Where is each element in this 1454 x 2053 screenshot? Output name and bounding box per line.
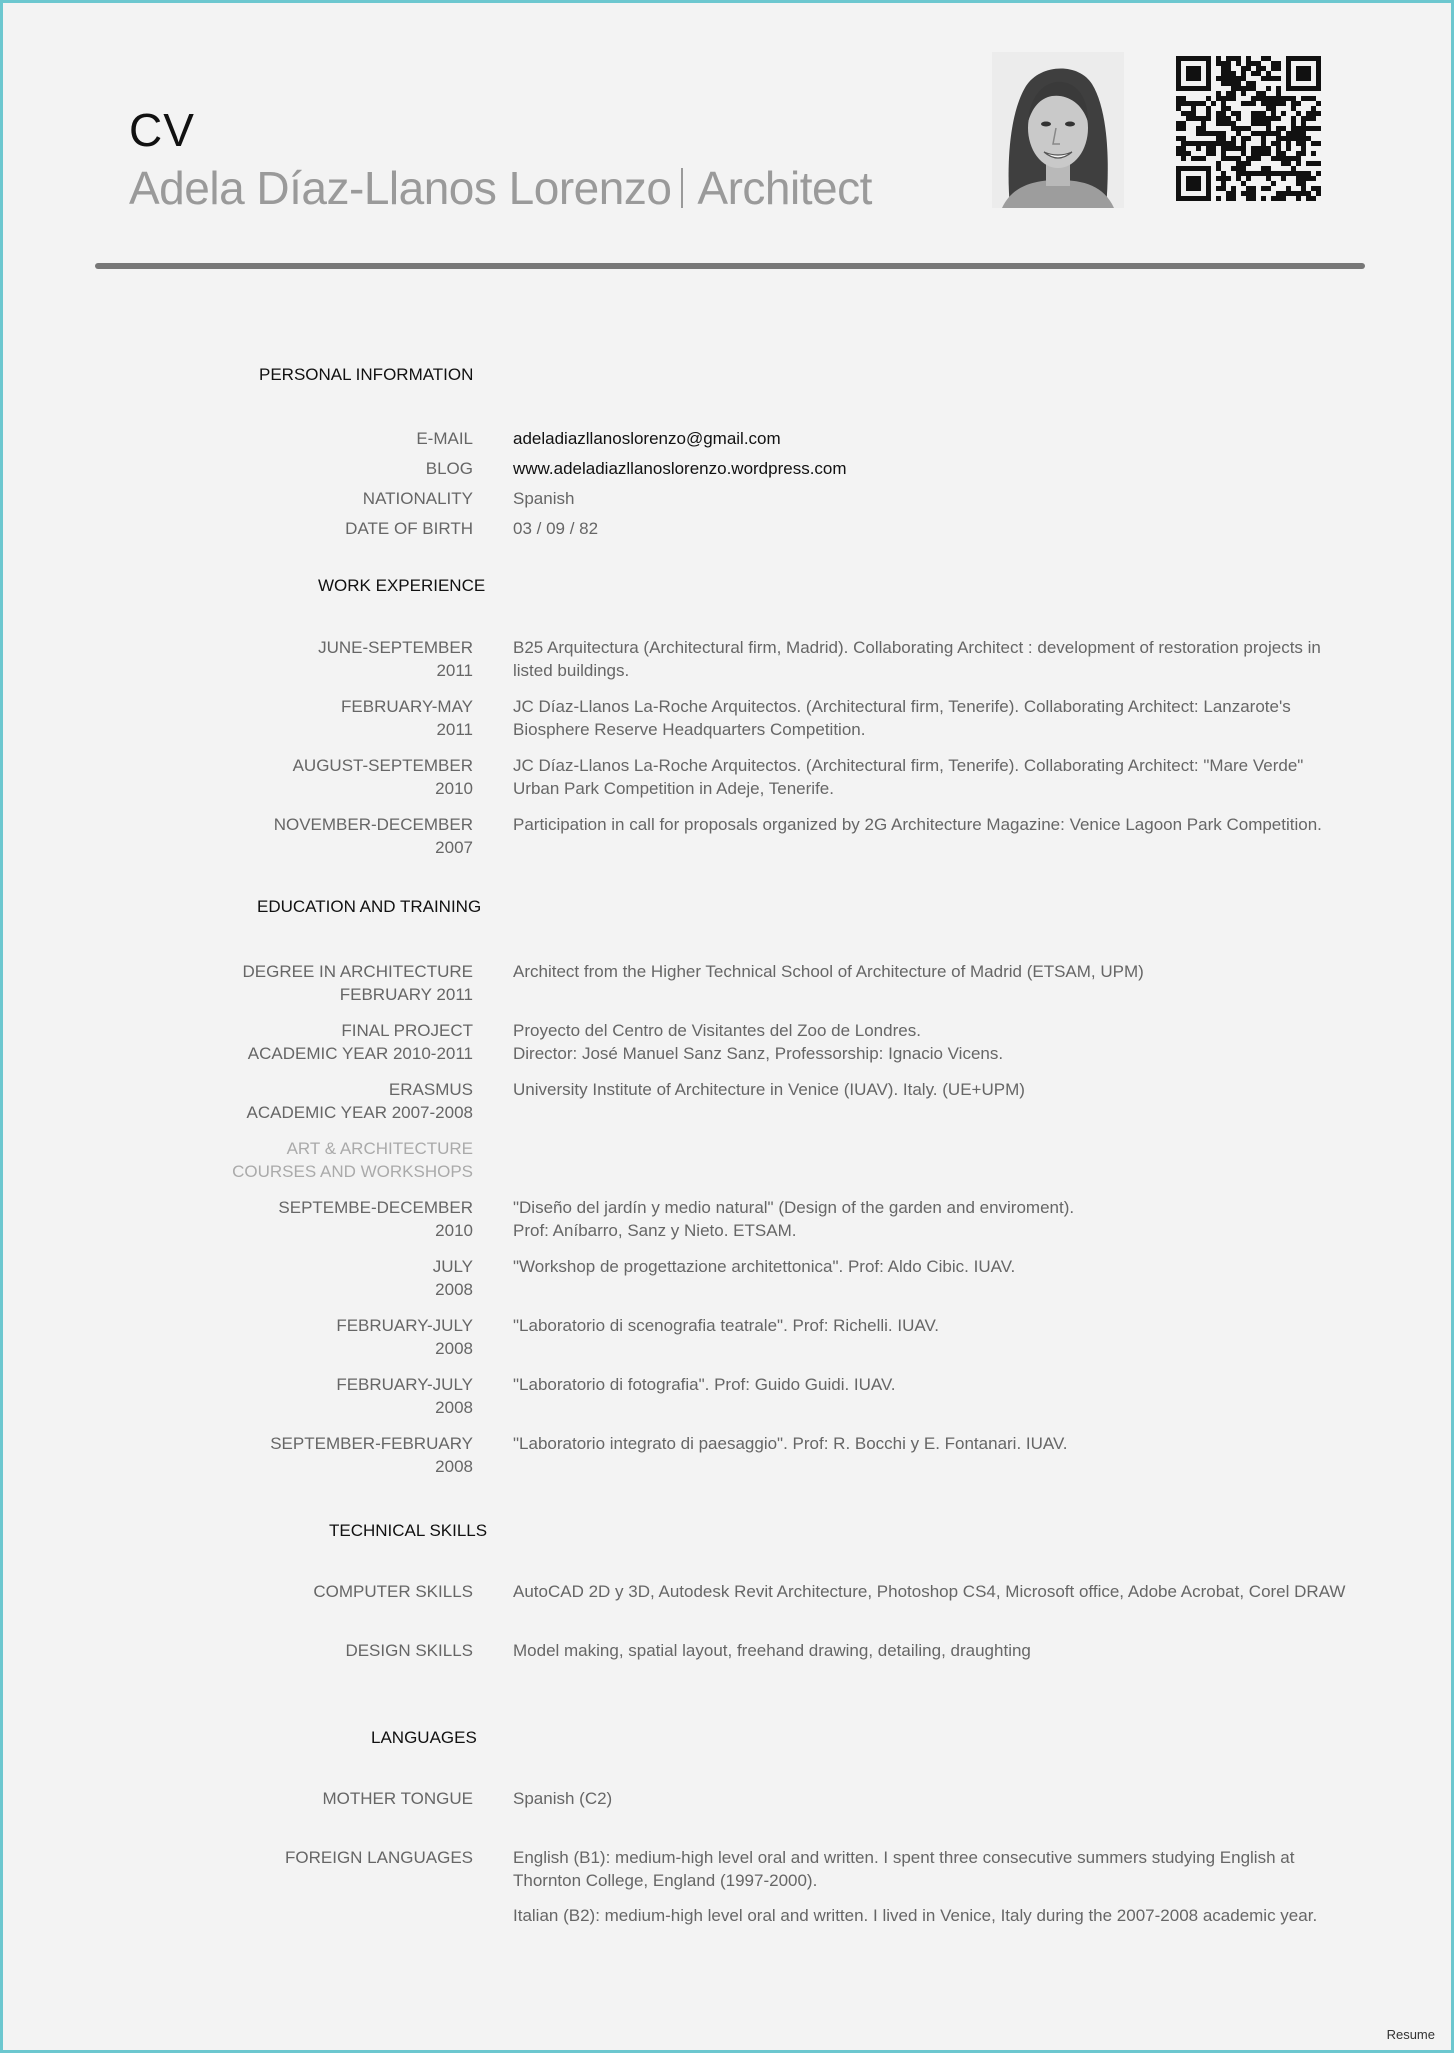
education-description: Architect from the Higher Technical School of Architecture of Madrid (ETSAM, UPM) xyxy=(513,962,1144,981)
work-description: JC Díaz-Llanos La-Roche Arquitectos. (Architectural firm, Tenerife). Collaborating Architect: Lanzarote's Biosphere Reserve Headquarters Competition. xyxy=(513,697,1291,739)
name-line xyxy=(129,161,872,215)
course-description: "Workshop de progettazione architettonica". Prof: Aldo Cibic. IUAV. xyxy=(513,1257,1016,1276)
course-period: FEBRUARY-JULY 2008 xyxy=(336,1316,473,1358)
nationality-label: NATIONALITY xyxy=(362,489,473,508)
italian-level: Italian (B2): medium-high level oral and written. I lived in Venice, Italy during the 2007-2008 academic year. xyxy=(513,1906,1318,1925)
course-period: JULY 2008 xyxy=(432,1257,473,1299)
section-title-personal: PERSONAL INFORMATION xyxy=(259,365,474,384)
course-period: FEBRUARY-JULY 2008 xyxy=(336,1375,473,1417)
work-period: JUNE-SEPTEMBER 2011 xyxy=(318,638,473,680)
course-description: "Diseño del jardín y medio natural" (Design of the garden and enviroment). Prof: Aníbarro, Sanz y Nieto. ETSAM. xyxy=(513,1198,1075,1240)
course-description: "Laboratorio integrato di paesaggio". Prof: R. Bocchi y E. Fontanari. IUAV. xyxy=(513,1434,1068,1453)
education-label: ERASMUS ACADEMIC YEAR 2007-2008 xyxy=(246,1080,473,1122)
courses-heading: ART & ARCHITECTURE COURSES AND WORKSHOPS xyxy=(232,1139,473,1181)
dob-value: 03 / 09 / 82 xyxy=(513,519,599,538)
email-label: E-MAIL xyxy=(416,429,473,448)
section-title-education: EDUCATION AND TRAINING xyxy=(257,897,482,916)
qr-code-image xyxy=(1175,53,1323,205)
education-label: FINAL PROJECT ACADEMIC YEAR 2010-2011 xyxy=(247,1021,473,1063)
full-name: Adela Díaz-Llanos Lorenzo xyxy=(129,162,672,214)
mother-tongue-value: Spanish (C2) xyxy=(513,1789,613,1808)
mother-tongue-label: MOTHER TONGUE xyxy=(322,1789,473,1808)
work-description: Participation in call for proposals organized by 2G Architecture Magazine: Venice Lagoon Park Competition. xyxy=(513,815,1322,834)
course-period: SEPTEMBE-DECEMBER 2010 xyxy=(278,1198,473,1240)
course-period: SEPTEMBER-FEBRUARY 2008 xyxy=(270,1434,473,1476)
section-title-skills: TECHNICAL SKILLS xyxy=(329,1521,488,1540)
email-value[interactable]: adeladiazllanoslorenzo@gmail.com xyxy=(513,429,781,448)
computer-skills-value: AutoCAD 2D y 3D, Autodesk Revit Architecture, Photoshop CS4, Microsoft office, Adobe Acrobat, Corel DRAW xyxy=(513,1582,1346,1601)
education-description: Proyecto del Centro de Visitantes del Zoo de Londres. Director: José Manuel Sanz Sanz, Professorship: Ignacio Vicens. xyxy=(513,1021,1004,1063)
nationality-value: Spanish xyxy=(513,489,575,508)
section-title-work: WORK EXPERIENCE xyxy=(318,576,486,595)
name-separator xyxy=(681,168,683,208)
footer-label: Resume xyxy=(1386,2027,1435,2042)
section-title-languages: LANGUAGES xyxy=(371,1728,477,1747)
work-description: JC Díaz-Llanos La-Roche Arquitectos. (Architectural firm, Tenerife). Collaborating Architect: "Mare Verde" Urban Park Competition in Adeje, Tenerife. xyxy=(513,756,1304,798)
qr-code xyxy=(1175,53,1323,205)
profession: Architect xyxy=(697,162,872,214)
work-period: AUGUST-SEPTEMBER 2010 xyxy=(292,756,473,798)
blog-link[interactable]: www.adeladiazllanoslorenzo.wordpress.com xyxy=(513,459,847,478)
portrait-photo xyxy=(992,52,1124,208)
work-period: FEBRUARY-MAY 2011 xyxy=(341,697,473,739)
dob-label: DATE OF BIRTH xyxy=(345,519,473,538)
education-description: University Institute of Architecture in Venice (IUAV). Italy. (UE+UPM) xyxy=(513,1080,1025,1099)
cv-heading: CV xyxy=(129,104,195,156)
portrait-image xyxy=(992,52,1124,208)
course-description: "Laboratorio di scenografia teatrale". Prof: Richelli. IUAV. xyxy=(513,1316,939,1335)
work-period: NOVEMBER-DECEMBER 2007 xyxy=(273,815,473,857)
foreign-languages-label: FOREIGN LANGUAGES xyxy=(285,1848,473,1867)
english-level: English (B1): medium-high level oral and written. I spent three consecutive summers studying English at Thornton College, England (1997-2000). xyxy=(513,1848,1295,1890)
header-divider xyxy=(95,263,1365,269)
education-label: DEGREE IN ARCHITECTURE FEBRUARY 2011 xyxy=(242,962,473,1004)
blog-label: BLOG xyxy=(425,459,473,478)
work-description: B25 Arquitectura (Architectural firm, Madrid). Collaborating Architect : development of restoration projects in listed buildings. xyxy=(513,638,1321,680)
computer-skills-label: COMPUTER SKILLS xyxy=(313,1582,473,1601)
course-description: "Laboratorio di fotografia". Prof: Guido Guidi. IUAV. xyxy=(513,1375,896,1394)
foreign-languages-value xyxy=(513,1846,1353,1927)
design-skills-value: Model making, spatial layout, freehand drawing, detailing, draughting xyxy=(513,1641,1031,1660)
design-skills-label: DESIGN SKILLS xyxy=(345,1641,473,1660)
